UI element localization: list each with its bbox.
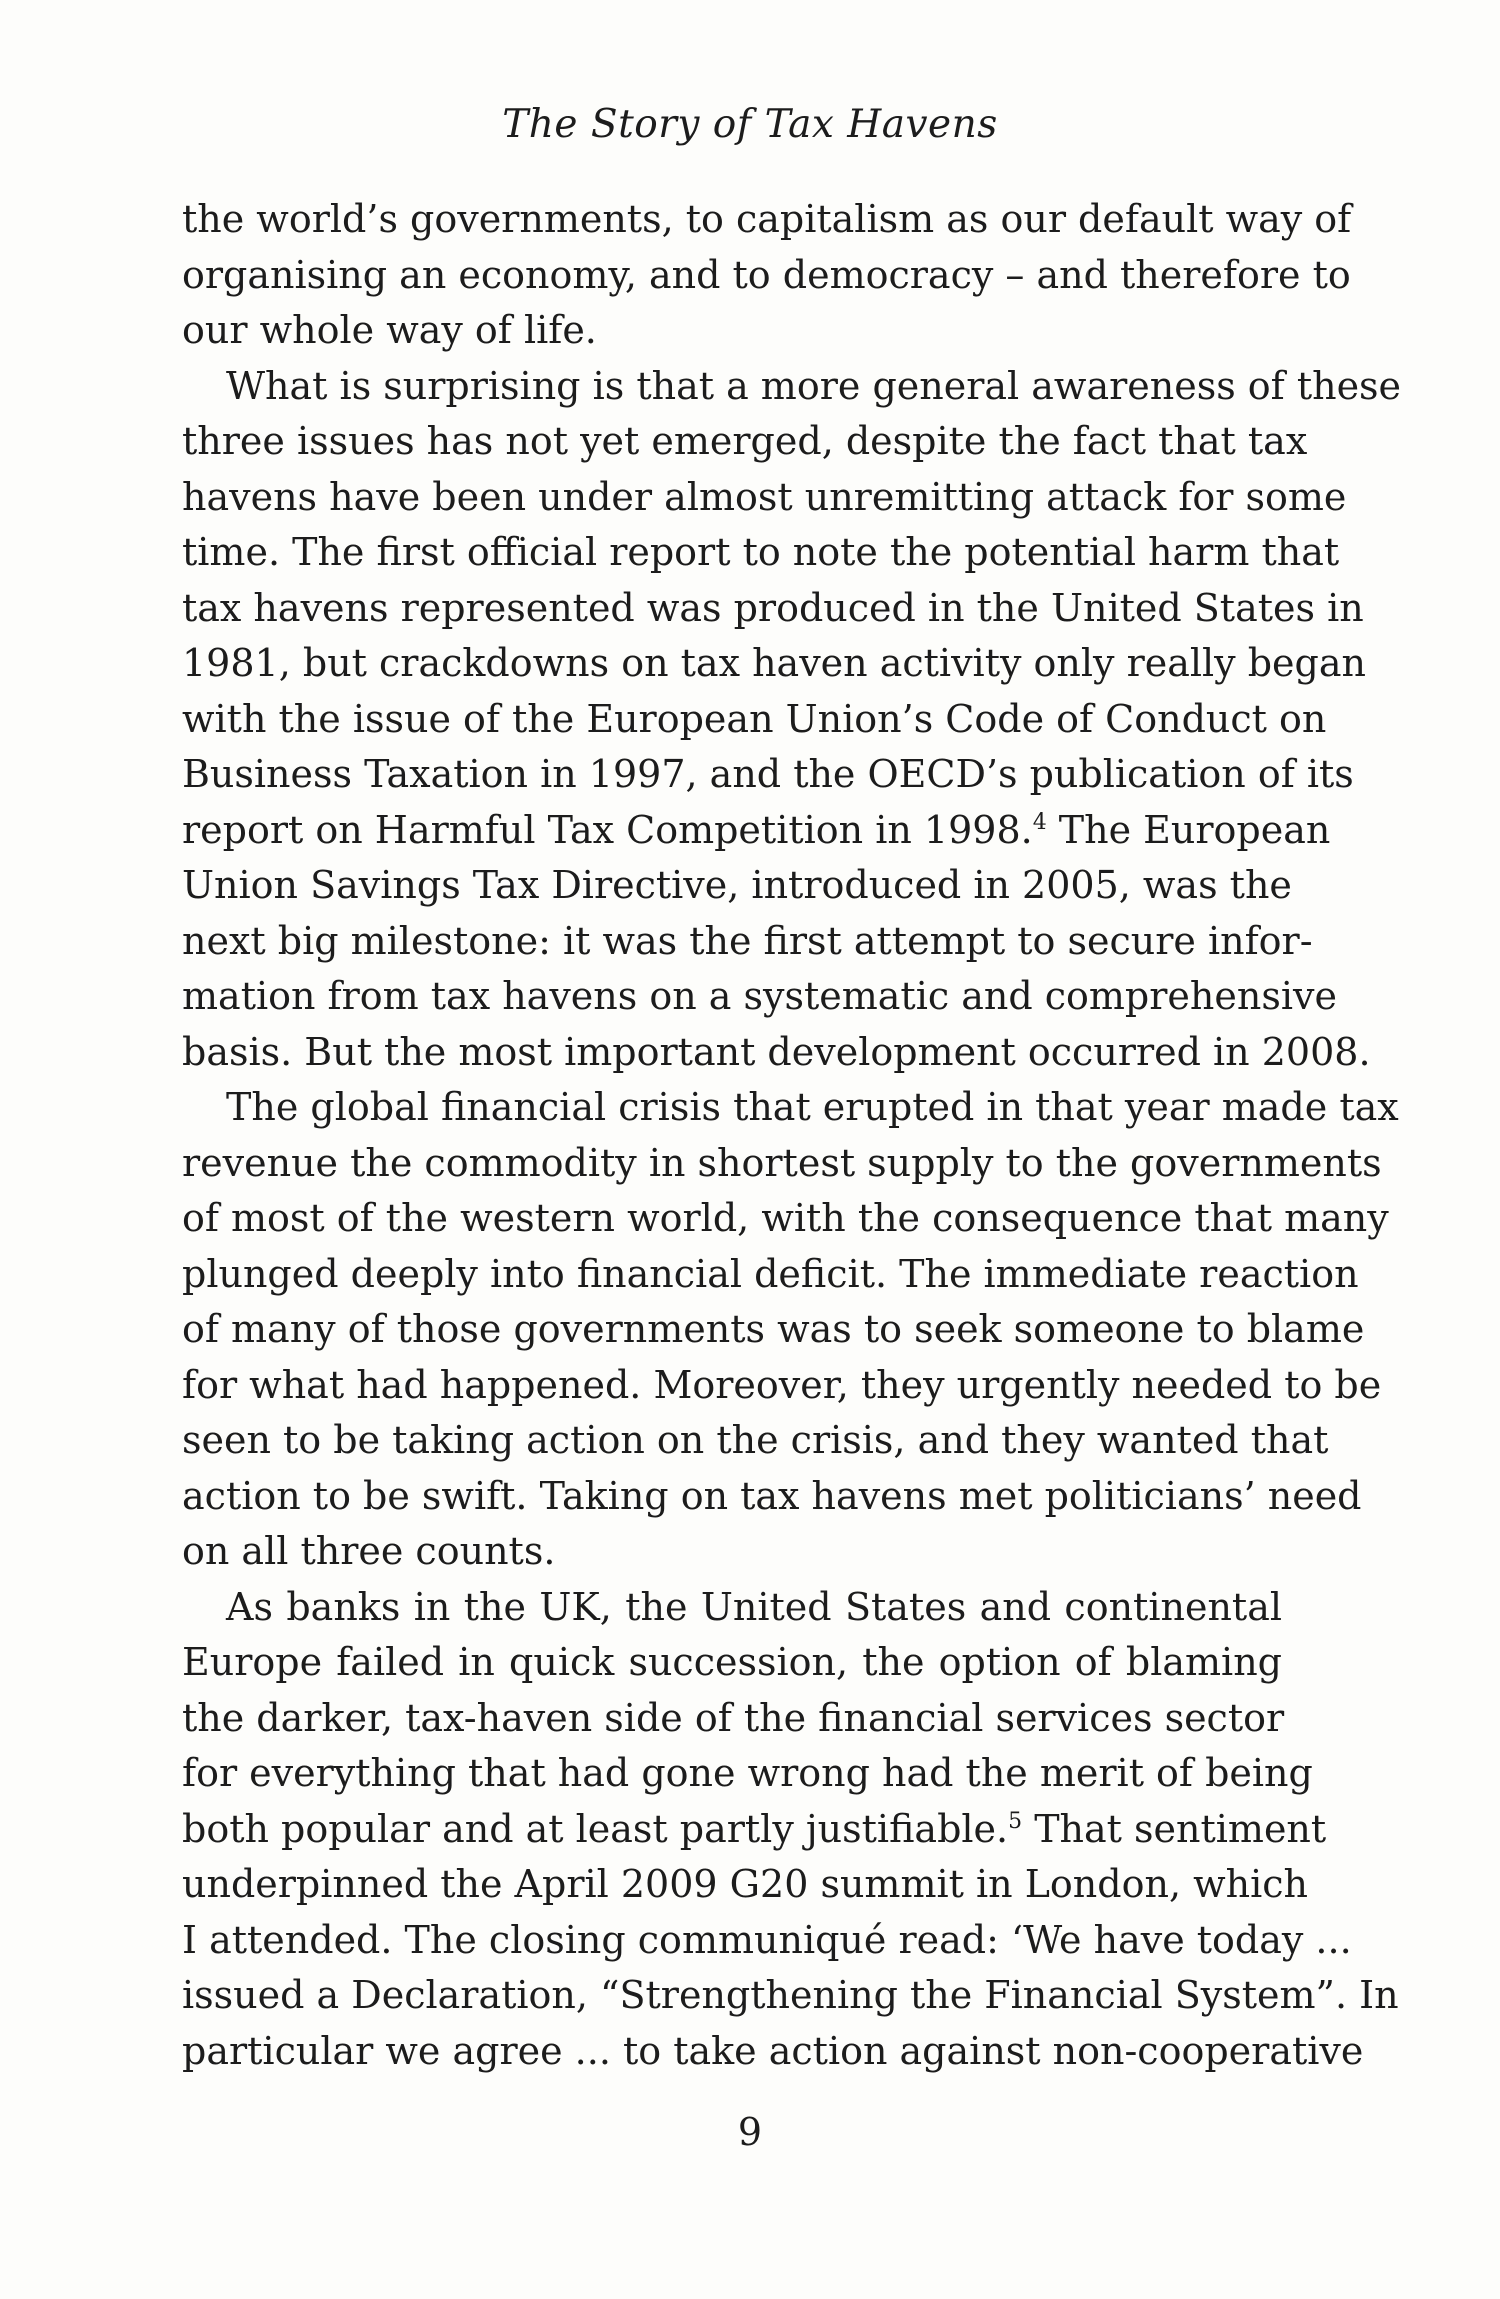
text-line: three issues has not yet emerged, despite the fact that tax [182, 419, 1308, 463]
paragraph-2 [182, 359, 1402, 1081]
text-line-with-footnote [182, 1802, 1327, 1858]
text-line: Europe failed in quick succession, the option of blaming [182, 1640, 1282, 1684]
text-segment: The European [1046, 807, 1331, 852]
text-line: tax havens represented was produced in the United States in [182, 585, 1364, 630]
paragraph-3 [182, 1080, 1399, 1580]
text-line: mation from tax havens on a systematic and comprehensive [182, 974, 1337, 1018]
text-line: next big milestone: it was the first attempt to secure infor- [182, 918, 1313, 963]
text-line: of many of those governments was to seek someone to blame [182, 1307, 1365, 1351]
text-line: with the issue of the European Union’s Code of Conduct on [182, 696, 1327, 741]
text-segment: report on Harmful Tax Competition in 1998. [182, 807, 1033, 852]
text-line: As banks in the UK, the United States and continental [226, 1584, 1282, 1629]
text-line-with-footnote [182, 803, 1331, 859]
text-line: havens have been under almost unremitting attack for some [182, 474, 1347, 519]
paragraph-1 [182, 192, 1352, 359]
body-text [182, 192, 1402, 2079]
text-line: seen to be taking action on the crisis, and they wanted that [182, 1418, 1329, 1462]
text-segment: both popular and at least partly justifiable. [182, 1806, 1009, 1851]
text-line: revenue the commodity in shortest supply to the governments [182, 1140, 1382, 1185]
text-line: 1981, but crackdowns on tax haven activity only really began [182, 641, 1366, 685]
text-line: issued a Declaration, “Strengthening the Financial System”. In [182, 1973, 1399, 2017]
text-line: Union Savings Tax Directive, introduced in 2005, was the [182, 863, 1292, 907]
text-line: I attended. The closing communiqué read: ‘We have today ... [182, 1917, 1352, 1962]
text-line: organising an economy, and to democracy – and therefore to [182, 252, 1351, 297]
text-line: particular we agree ... to take action against non-cooperative [182, 2028, 1364, 2073]
text-line: time. The first official report to note the potential harm that [182, 530, 1340, 574]
running-head: The Story of Tax Havens [502, 102, 998, 147]
text-line: basis. But the most important development occurred in 2008. [182, 1029, 1371, 1074]
paragraph-4 [182, 1580, 1399, 2080]
text-line: the darker, tax-haven side of the financial services sector [182, 1695, 1285, 1740]
text-segment: That sentiment [1022, 1806, 1327, 1851]
text-line: The global financial crisis that erupted in that year made tax [226, 1085, 1399, 1129]
text-line: for what had happened. Moreover, they urgently needed to be [182, 1362, 1382, 1407]
text-line: plunged deeply into financial deficit. The immediate reaction [182, 1251, 1359, 1296]
text-line: for everything that had gone wrong had the merit of being [182, 1751, 1313, 1795]
text-line: our whole way of life. [182, 308, 597, 352]
text-line: action to be swift. Taking on tax havens met politicians’ need [182, 1473, 1362, 1518]
text-line: of most of the western world, with the consequence that many [182, 1196, 1389, 1240]
text-line: underpinned the April 2009 G20 summit in London, which [182, 1862, 1309, 1906]
text-line: Business Taxation in 1997, and the OECD’s publication of its [182, 752, 1354, 796]
page-number: 9 [737, 2110, 763, 2154]
footnote-marker[interactable]: 4 [1032, 809, 1047, 835]
text-line: on all three counts. [182, 1529, 556, 1573]
footnote-marker[interactable]: 5 [1008, 1808, 1023, 1834]
text-line: the world’s governments, to capitalism as our default way of [182, 197, 1352, 241]
text-line: What is surprising is that a more general awareness of these [226, 363, 1402, 408]
